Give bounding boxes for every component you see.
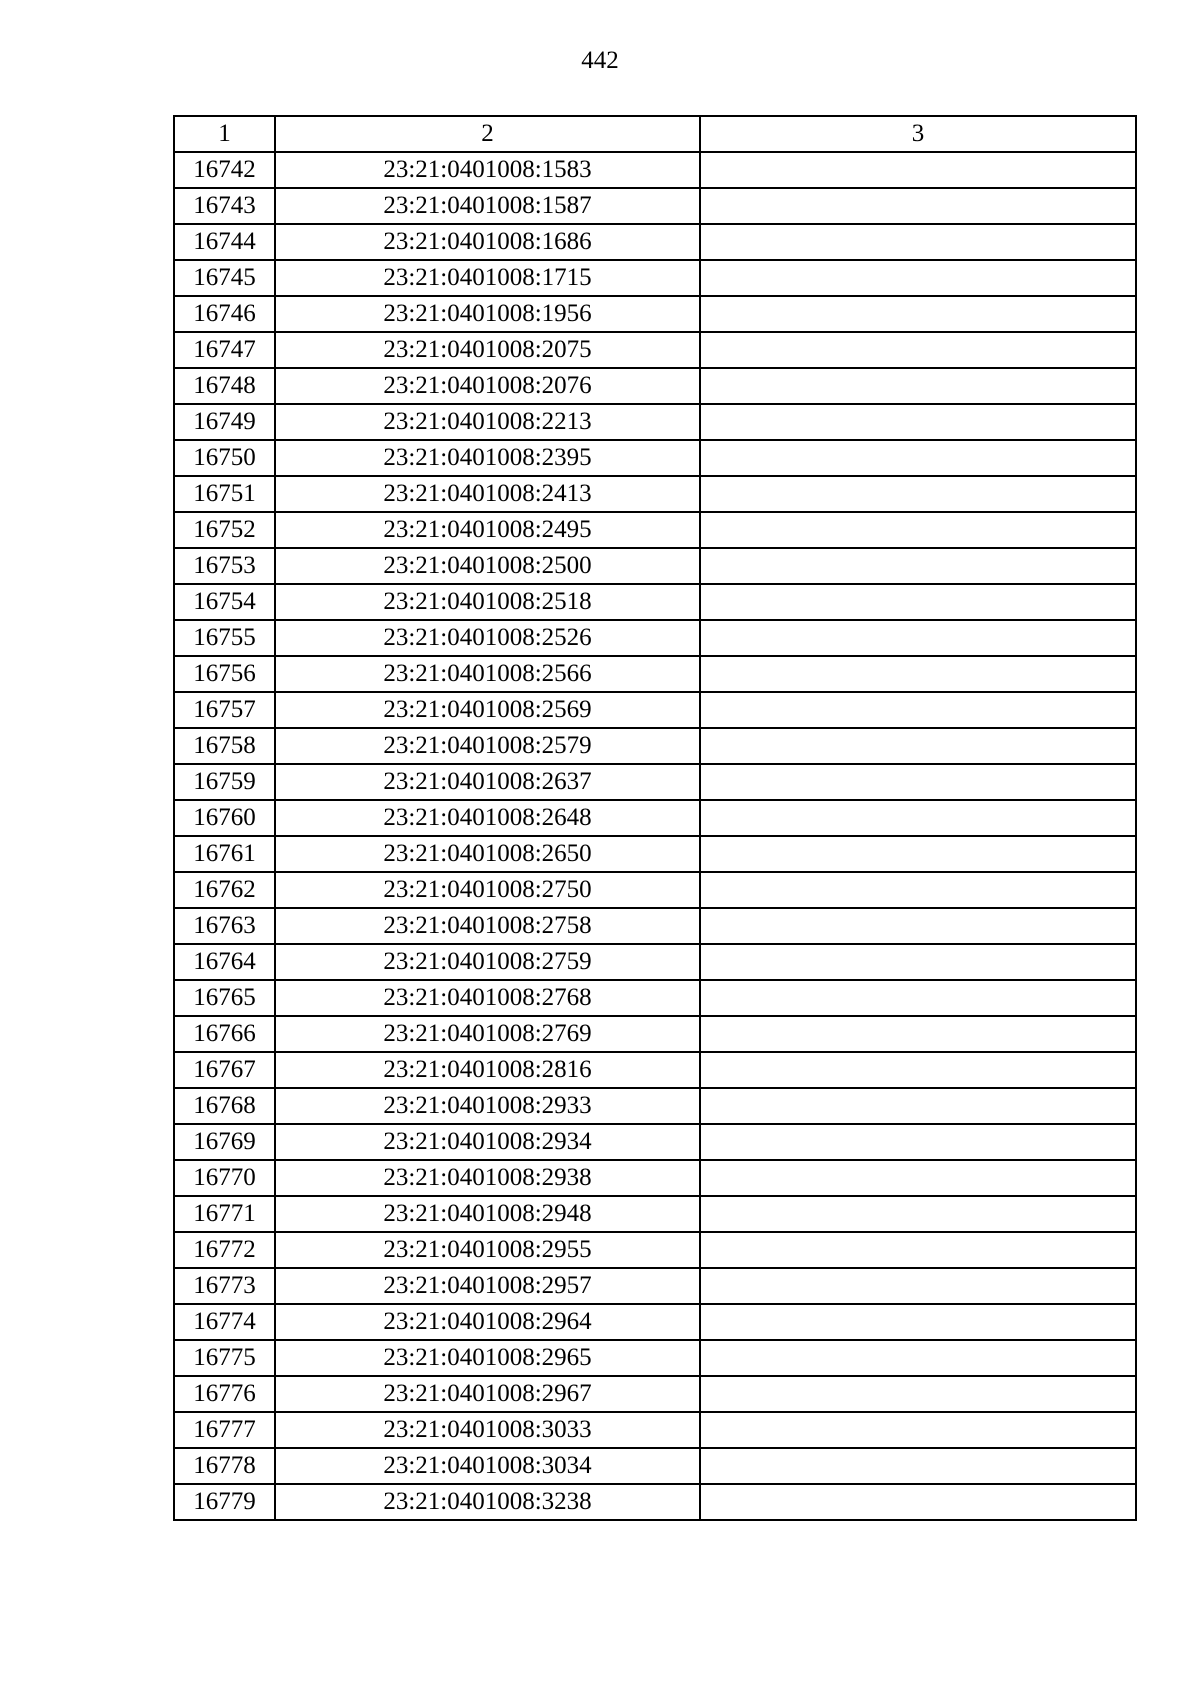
cadastral-number-cell: 23:21:0401008:2650 bbox=[275, 836, 700, 872]
row-number-cell: 16771 bbox=[174, 1196, 275, 1232]
note-cell bbox=[700, 728, 1136, 764]
note-cell bbox=[700, 1196, 1136, 1232]
table-row bbox=[174, 296, 1136, 332]
cadastral-number-cell: 23:21:0401008:2816 bbox=[275, 1052, 700, 1088]
cadastral-number-cell: 23:21:0401008:1583 bbox=[275, 152, 700, 188]
row-number-cell: 16757 bbox=[174, 692, 275, 728]
row-number-cell: 16777 bbox=[174, 1412, 275, 1448]
table-row bbox=[174, 1088, 1136, 1124]
cadastral-number-cell: 23:21:0401008:2750 bbox=[275, 872, 700, 908]
row-number-cell: 16751 bbox=[174, 476, 275, 512]
note-cell bbox=[700, 1340, 1136, 1376]
note-cell bbox=[700, 872, 1136, 908]
cadastral-number-cell: 23:21:0401008:2934 bbox=[275, 1124, 700, 1160]
row-number-cell: 16748 bbox=[174, 368, 275, 404]
row-number-cell: 16767 bbox=[174, 1052, 275, 1088]
note-cell bbox=[700, 1016, 1136, 1052]
column-header-3: 3 bbox=[700, 116, 1136, 152]
row-number-cell: 16744 bbox=[174, 224, 275, 260]
cadastral-number-cell: 23:21:0401008:2500 bbox=[275, 548, 700, 584]
row-number-cell: 16760 bbox=[174, 800, 275, 836]
table-row bbox=[174, 368, 1136, 404]
note-cell bbox=[700, 1448, 1136, 1484]
cadastral-number-cell: 23:21:0401008:2759 bbox=[275, 944, 700, 980]
table-row bbox=[174, 656, 1136, 692]
table-row bbox=[174, 728, 1136, 764]
table-body bbox=[174, 152, 1136, 1520]
note-cell bbox=[700, 476, 1136, 512]
row-number-cell: 16773 bbox=[174, 1268, 275, 1304]
table-row bbox=[174, 764, 1136, 800]
column-header-1: 1 bbox=[174, 116, 275, 152]
table-row bbox=[174, 512, 1136, 548]
note-cell bbox=[700, 764, 1136, 800]
cadastral-number-cell: 23:21:0401008:2566 bbox=[275, 656, 700, 692]
row-number-cell: 16772 bbox=[174, 1232, 275, 1268]
note-cell bbox=[700, 224, 1136, 260]
cadastral-number-cell: 23:21:0401008:3033 bbox=[275, 1412, 700, 1448]
note-cell bbox=[700, 332, 1136, 368]
cadastral-number-cell: 23:21:0401008:2938 bbox=[275, 1160, 700, 1196]
note-cell bbox=[700, 512, 1136, 548]
row-number-cell: 16758 bbox=[174, 728, 275, 764]
cadastral-number-cell: 23:21:0401008:2413 bbox=[275, 476, 700, 512]
table-row bbox=[174, 1304, 1136, 1340]
table-row bbox=[174, 872, 1136, 908]
note-cell bbox=[700, 296, 1136, 332]
table-row bbox=[174, 620, 1136, 656]
table-row bbox=[174, 908, 1136, 944]
note-cell bbox=[700, 368, 1136, 404]
note-cell bbox=[700, 548, 1136, 584]
note-cell bbox=[700, 1052, 1136, 1088]
note-cell bbox=[700, 980, 1136, 1016]
cadastral-number-cell: 23:21:0401008:1587 bbox=[275, 188, 700, 224]
row-number-cell: 16761 bbox=[174, 836, 275, 872]
row-number-cell: 16763 bbox=[174, 908, 275, 944]
note-cell bbox=[700, 656, 1136, 692]
row-number-cell: 16779 bbox=[174, 1484, 275, 1520]
row-number-cell: 16754 bbox=[174, 584, 275, 620]
cadastral-number-cell: 23:21:0401008:1686 bbox=[275, 224, 700, 260]
cadastral-number-cell: 23:21:0401008:2495 bbox=[275, 512, 700, 548]
table-row bbox=[174, 836, 1136, 872]
note-cell bbox=[700, 1484, 1136, 1520]
cadastral-number-cell: 23:21:0401008:2948 bbox=[275, 1196, 700, 1232]
table-row bbox=[174, 188, 1136, 224]
cadastral-number-cell: 23:21:0401008:2518 bbox=[275, 584, 700, 620]
table-row bbox=[174, 1448, 1136, 1484]
row-number-cell: 16765 bbox=[174, 980, 275, 1016]
note-cell bbox=[700, 260, 1136, 296]
row-number-cell: 16776 bbox=[174, 1376, 275, 1412]
note-cell bbox=[700, 800, 1136, 836]
row-number-cell: 16759 bbox=[174, 764, 275, 800]
note-cell bbox=[700, 1088, 1136, 1124]
row-number-cell: 16768 bbox=[174, 1088, 275, 1124]
row-number-cell: 16750 bbox=[174, 440, 275, 476]
column-header-2: 2 bbox=[275, 116, 700, 152]
note-cell bbox=[700, 836, 1136, 872]
note-cell bbox=[700, 944, 1136, 980]
table-row bbox=[174, 1376, 1136, 1412]
table-row bbox=[174, 548, 1136, 584]
table-header bbox=[174, 116, 1136, 152]
table-row bbox=[174, 944, 1136, 980]
row-number-cell: 16756 bbox=[174, 656, 275, 692]
table-row bbox=[174, 980, 1136, 1016]
table-row bbox=[174, 1412, 1136, 1448]
header-row bbox=[174, 116, 1136, 152]
note-cell bbox=[700, 404, 1136, 440]
table-row bbox=[174, 1016, 1136, 1052]
row-number-cell: 16749 bbox=[174, 404, 275, 440]
row-number-cell: 16755 bbox=[174, 620, 275, 656]
note-cell bbox=[700, 908, 1136, 944]
cadastral-number-cell: 23:21:0401008:2569 bbox=[275, 692, 700, 728]
row-number-cell: 16775 bbox=[174, 1340, 275, 1376]
note-cell bbox=[700, 188, 1136, 224]
cadastral-number-cell: 23:21:0401008:2579 bbox=[275, 728, 700, 764]
cadastral-number-cell: 23:21:0401008:2955 bbox=[275, 1232, 700, 1268]
table-row bbox=[174, 1196, 1136, 1232]
table-row bbox=[174, 1124, 1136, 1160]
note-cell bbox=[700, 692, 1136, 728]
row-number-cell: 16743 bbox=[174, 188, 275, 224]
cadastral-number-cell: 23:21:0401008:2075 bbox=[275, 332, 700, 368]
row-number-cell: 16746 bbox=[174, 296, 275, 332]
note-cell bbox=[700, 1268, 1136, 1304]
table-row bbox=[174, 404, 1136, 440]
cadastral-number-cell: 23:21:0401008:3034 bbox=[275, 1448, 700, 1484]
cadastral-number-cell: 23:21:0401008:2967 bbox=[275, 1376, 700, 1412]
note-cell bbox=[700, 152, 1136, 188]
table-row bbox=[174, 440, 1136, 476]
cadastral-number-cell: 23:21:0401008:2648 bbox=[275, 800, 700, 836]
cadastral-number-cell: 23:21:0401008:2526 bbox=[275, 620, 700, 656]
cadastral-number-cell: 23:21:0401008:2395 bbox=[275, 440, 700, 476]
cadastral-number-cell: 23:21:0401008:2758 bbox=[275, 908, 700, 944]
note-cell bbox=[700, 1232, 1136, 1268]
table-row bbox=[174, 800, 1136, 836]
cadastral-number-cell: 23:21:0401008:1956 bbox=[275, 296, 700, 332]
table-row bbox=[174, 224, 1136, 260]
cadastral-number-cell: 23:21:0401008:3238 bbox=[275, 1484, 700, 1520]
row-number-cell: 16745 bbox=[174, 260, 275, 296]
note-cell bbox=[700, 584, 1136, 620]
row-number-cell: 16766 bbox=[174, 1016, 275, 1052]
table-row bbox=[174, 260, 1136, 296]
cadastral-number-cell: 23:21:0401008:2964 bbox=[275, 1304, 700, 1340]
table-row bbox=[174, 1232, 1136, 1268]
row-number-cell: 16747 bbox=[174, 332, 275, 368]
table-row bbox=[174, 584, 1136, 620]
cadastral-number-cell: 23:21:0401008:1715 bbox=[275, 260, 700, 296]
table-row bbox=[174, 1160, 1136, 1196]
table-row bbox=[174, 1340, 1136, 1376]
table-row bbox=[174, 152, 1136, 188]
row-number-cell: 16778 bbox=[174, 1448, 275, 1484]
cadastral-number-cell: 23:21:0401008:2768 bbox=[275, 980, 700, 1016]
row-number-cell: 16770 bbox=[174, 1160, 275, 1196]
cadastral-number-cell: 23:21:0401008:2213 bbox=[275, 404, 700, 440]
row-number-cell: 16753 bbox=[174, 548, 275, 584]
table-row bbox=[174, 1484, 1136, 1520]
row-number-cell: 16742 bbox=[174, 152, 275, 188]
cadastral-number-cell: 23:21:0401008:2637 bbox=[275, 764, 700, 800]
page-number: 442 bbox=[581, 47, 619, 74]
note-cell bbox=[700, 620, 1136, 656]
table-row bbox=[174, 1268, 1136, 1304]
note-cell bbox=[700, 1412, 1136, 1448]
row-number-cell: 16762 bbox=[174, 872, 275, 908]
table-row bbox=[174, 476, 1136, 512]
table-row bbox=[174, 1052, 1136, 1088]
note-cell bbox=[700, 1160, 1136, 1196]
note-cell bbox=[700, 440, 1136, 476]
row-number-cell: 16764 bbox=[174, 944, 275, 980]
row-number-cell: 16752 bbox=[174, 512, 275, 548]
row-number-cell: 16774 bbox=[174, 1304, 275, 1340]
cadastral-number-cell: 23:21:0401008:2965 bbox=[275, 1340, 700, 1376]
registry-table bbox=[173, 115, 1137, 1521]
note-cell bbox=[700, 1124, 1136, 1160]
note-cell bbox=[700, 1304, 1136, 1340]
cadastral-number-cell: 23:21:0401008:2957 bbox=[275, 1268, 700, 1304]
row-number-cell: 16769 bbox=[174, 1124, 275, 1160]
cadastral-number-cell: 23:21:0401008:2933 bbox=[275, 1088, 700, 1124]
cadastral-number-cell: 23:21:0401008:2769 bbox=[275, 1016, 700, 1052]
table-row bbox=[174, 692, 1136, 728]
cadastral-number-cell: 23:21:0401008:2076 bbox=[275, 368, 700, 404]
note-cell bbox=[700, 1376, 1136, 1412]
table-row bbox=[174, 332, 1136, 368]
